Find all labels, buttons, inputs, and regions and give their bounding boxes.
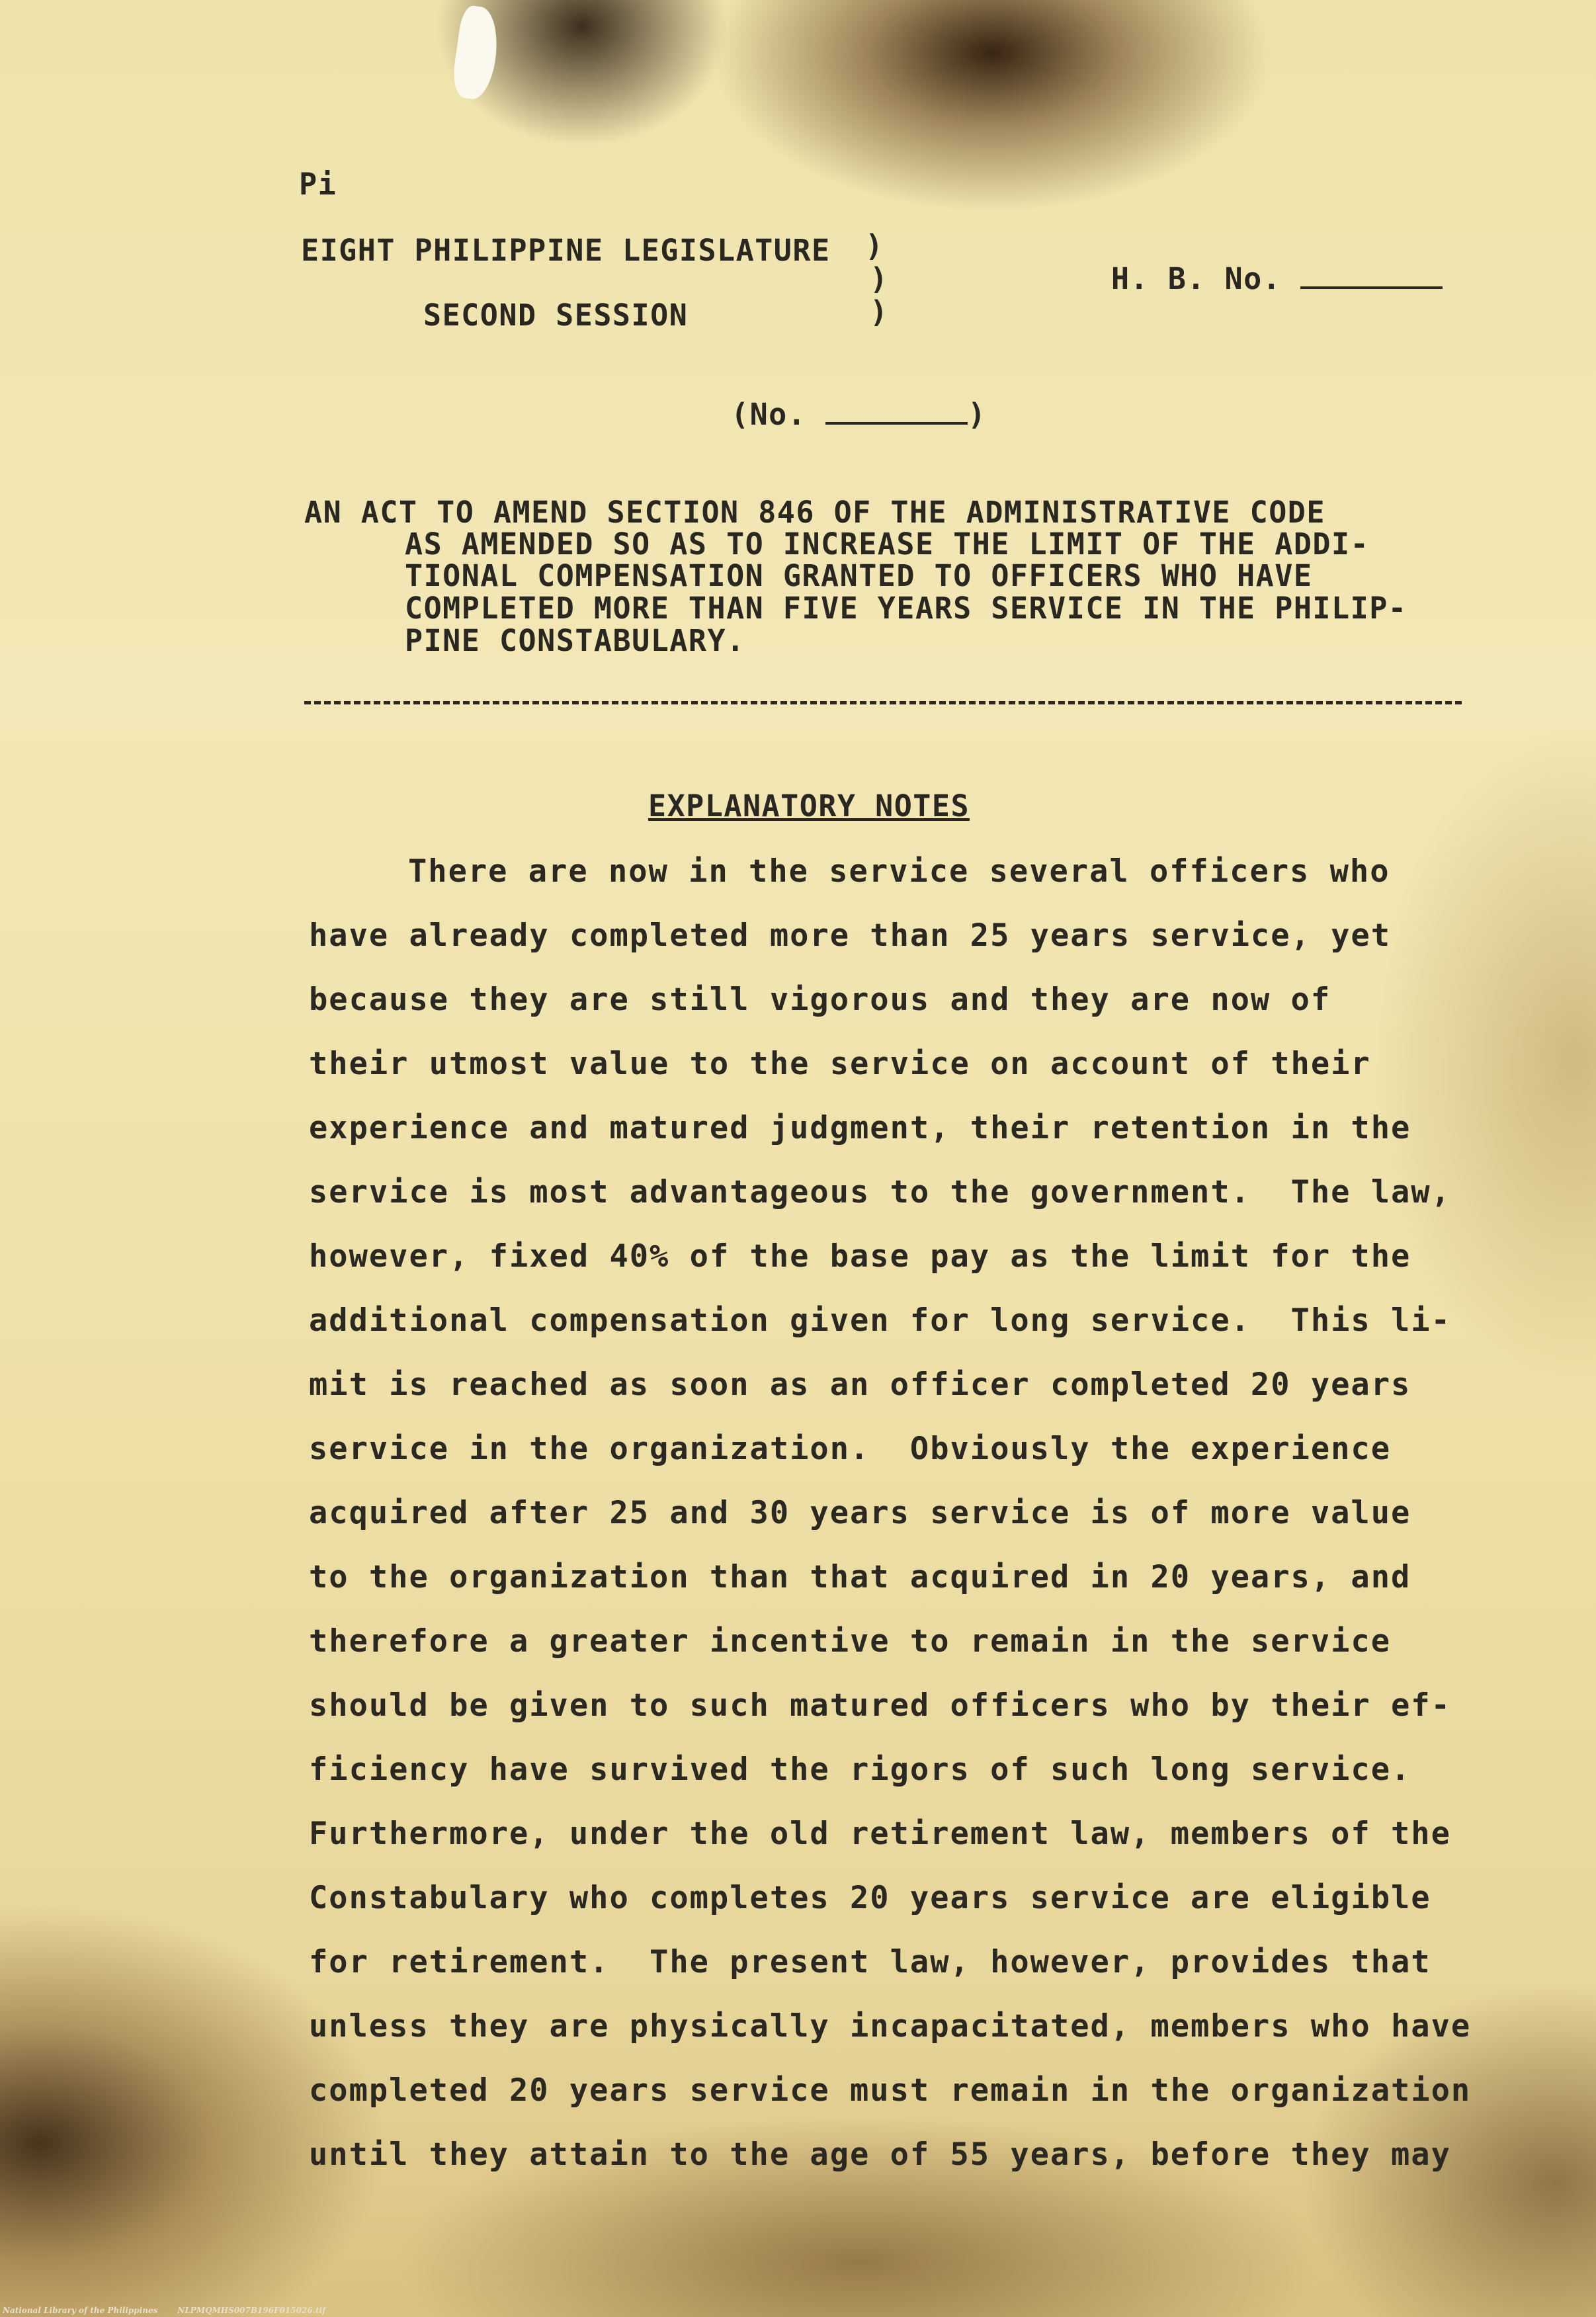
number-row: (No. ) bbox=[731, 397, 987, 432]
notes-heading: EXPLANATORY NOTES bbox=[648, 788, 970, 823]
notes-line: completed 20 years service must remain in the organization bbox=[309, 2072, 1472, 2109]
notes-line: because they are still vigorous and they are now of bbox=[309, 982, 1331, 1018]
notes-line: acquired after 25 and 30 years service is of more value bbox=[309, 1495, 1411, 1531]
legislature-title: EIGHT PHILIPPINE LEGISLATURE bbox=[301, 233, 831, 268]
notes-line: have already completed more than 25 years service, yet bbox=[309, 917, 1392, 954]
notes-line: should be given to such matured officers who by their ef- bbox=[309, 1687, 1451, 1724]
number-label: (No. bbox=[731, 397, 807, 432]
notes-line: service is most advantageous to the government. The law, bbox=[309, 1174, 1451, 1210]
library-credit: National Library of the Philippines bbox=[3, 2306, 158, 2315]
notes-line: ficiency have survived the rigors of such long service. bbox=[309, 1751, 1411, 1788]
notes-line: There are now in the service several officers who bbox=[408, 853, 1390, 890]
brace-top: ) bbox=[865, 228, 884, 263]
notes-line: their utmost value to the service on account of their bbox=[309, 1046, 1371, 1082]
brace-bottom: ) bbox=[870, 294, 889, 329]
bill-number-row bbox=[1111, 261, 1443, 296]
title-line: TIONAL COMPENSATION GRANTED TO OFFICERS WHO HAVE bbox=[405, 558, 1313, 593]
number-blank bbox=[825, 422, 968, 425]
notes-line: experience and matured judgment, their retention in the bbox=[309, 1110, 1411, 1146]
notes-line: mit is reached as soon as an officer completed 20 years bbox=[309, 1367, 1411, 1403]
notes-line: for retirement. The present law, however, provides that bbox=[309, 1944, 1431, 1980]
brace-middle: ) bbox=[870, 261, 889, 296]
scan-footer bbox=[3, 2306, 345, 2315]
notes-line: however, fixed 40% of the base pay as the limit for the bbox=[309, 1238, 1411, 1275]
burn-hole bbox=[450, 5, 503, 102]
notes-line: unless they are physically incapacitated, members who have bbox=[309, 2008, 1472, 2044]
title-line: AS AMENDED SO AS TO INCREASE THE LIMIT OF THE ADDI- bbox=[405, 527, 1370, 562]
notes-line: additional compensation given for long service. This li- bbox=[309, 1302, 1451, 1339]
notes-line: to the organization than that acquired in 20 years, and bbox=[309, 1559, 1411, 1595]
notes-line: therefore a greater incentive to remain in the service bbox=[309, 1623, 1392, 1660]
session-label: SECOND SESSION bbox=[423, 298, 689, 333]
title-line: COMPLETED MORE THAN FIVE YEARS SERVICE IN THE PHILIP- bbox=[405, 591, 1407, 626]
page-mark: Pi bbox=[299, 167, 337, 202]
bill-number-blank bbox=[1300, 286, 1443, 289]
bill-number-label: H. B. No. bbox=[1111, 261, 1282, 296]
notes-line: service in the organization. Obviously the experience bbox=[309, 1431, 1392, 1467]
dashed-divider bbox=[304, 701, 1462, 704]
file-id: NLPMQMHS007B196F015026.tif bbox=[177, 2306, 326, 2315]
title-line: PINE CONSTABULARY. bbox=[405, 623, 745, 658]
title-line: AN ACT TO AMEND SECTION 846 OF THE ADMINISTRATIVE CODE bbox=[304, 495, 1325, 530]
notes-line: Constabulary who completes 20 years service are eligible bbox=[309, 1880, 1431, 1916]
notes-line: until they attain to the age of 55 years, before they may bbox=[309, 2136, 1451, 2173]
notes-line: Furthermore, under the old retirement law, members of the bbox=[309, 1816, 1451, 1852]
